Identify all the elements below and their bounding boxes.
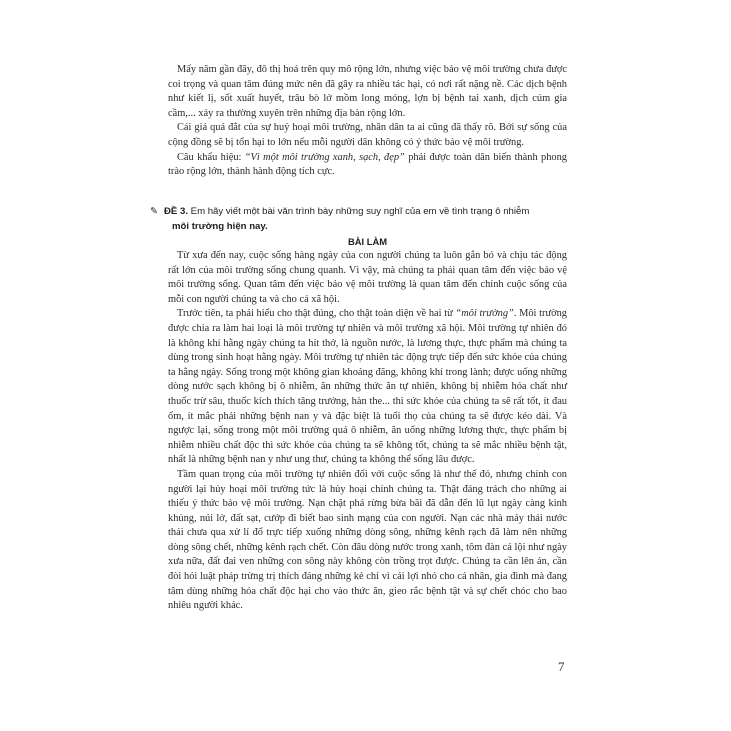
slogan-quote: “Vì một môi trường xanh, sạch, đẹp” — [244, 151, 405, 163]
intro-text-block — [168, 63, 567, 180]
essay-text-block — [168, 249, 567, 614]
slogan-lead: Câu khẩu hiệu: — [177, 151, 245, 163]
page-number: 7 — [558, 659, 565, 674]
definition-body: . Môi trường được chia ra làm hai loại là môi trường tự nhiên và môi trường xã hội. Môi trường tự nhiên đó là không khí hằng ngày chúng ta hít thở, là nguồn nước, là lương thực, thực phẩm mà chúng ta dùng trong sinh hoạt hằng ngày. Môi trường tự nhiên tác động trực tiếp đến sức khỏe của chúng ta hằng ngày. Sống trong một không gian khoáng đãng, không khí trong lành; được uống những dòng nước sạch không bị ô nhiễm, ăn những thức ăn tự nhiên, không bị nhiễm hóa chất như thuốc trừ sâu, thuốc kích thích tăng trưởng, hàn the... thì sức khỏe của chúng ta sẽ rất tốt, ít đau ốm, ít mắc phải những bệnh nan y và đặc biệt là tuổi thọ của chúng ta sẽ được kéo dài. Và ngược lại, sống trong một môi trường quá ô nhiễm, ăn uống những lương thực, thực phẩm bị nhiễm nhiều chất độc thì sức khỏe của chúng ta sẽ không tốt, chúng ta sẽ mắc nhiều bệnh tật, nhất là những bệnh nan y như ung thư, chúng ta không thể sống lâu được. — [168, 308, 567, 466]
essay-paragraph-intro: Từ xưa đến nay, cuộc sống hàng ngày của con người chúng ta luôn gắn bó và chịu tác động rất lớn của môi trường sống chung quanh. Vì vậy, mà chúng ta phải quan tâm đến việc bảo vệ môi trường sống. Quan tâm đến việc bảo vệ môi trường là quan tâm đến chính cuộc sống của mỗi con người chúng ta và cho cả xã hội. — [168, 250, 567, 305]
exercise-label: ĐỀ 3. — [164, 206, 188, 217]
essay-title: BÀI LÀM — [347, 236, 388, 247]
paragraph-urbanization: Mấy năm gần đây, đô thị hoá trên quy mô rộng lớn, nhưng việc bảo vệ môi trường chưa được coi trọng và quan tâm đúng mức nên đã gây ra nhiều tác hại, có nơi rất nặng nề. Các dịch bệnh như kiết lị, sốt xuất huyết, trâu bò lở mồm long móng, lợn bị bệnh tai xanh, dịch cúm gia cầm,... xảy ra thường xuyên trên những địa bàn rộng lớn. — [168, 64, 567, 119]
exercise-prompt-line1: Em hãy viết một bài văn trình bày những suy nghĩ của em về tình trạng ô nhiễm — [188, 206, 530, 217]
exercise-prompt-line2: môi trường hiện nay. — [172, 220, 268, 232]
exercise-heading — [150, 205, 570, 234]
slogan-tail: phải được toàn dân biến thành phong trào rộng lớn, thành hành động tích cực. — [168, 151, 567, 178]
pen-writing-icon: ✎ — [150, 206, 159, 217]
definition-lead: Trước tiên, ta phải hiểu cho thật đúng, cho thật toàn diện về hai từ — [177, 308, 456, 320]
essay-paragraph-destruction: Tầm quan trọng của môi trường tự nhiên đối với cuộc sống là như thế đó, nhưng chính con người lại hủy hoại môi trường tức là hủy hoại chính chúng ta. Thật đáng trách cho những ai thiếu ý thức bảo vệ môi trường. Nạn chặt phá rừng bừa bãi đã dẫn đến lũ lụt ngày càng kinh khủng, núi lở, đất sạt, cướp đi biết bao sinh mạng của con người. Nạn các nhà máy thải nước thải chưa qua xử lí đổ trực tiếp xuống những dòng sông, những kênh rạch đã làm nên những dòng sông chết, những kênh rạch chết. Còn đâu dòng nước trong xanh, tôm đàn cá lội như ngày xưa nữa, đất đai ven những con sông này không còn trồng trọt được. Chúng ta cần lên án, cần đòi hỏi luật pháp trừng trị thích đáng những kẻ chỉ vì cái lợi nhỏ cho cá nhân, gia đình mà đang tâm dùng những hóa chất độc hại cho vào thức ăn, gieo rắc bệnh tật và sự chết chóc cho bao nhiêu người khác. — [168, 468, 567, 612]
definition-quote: “môi trường” — [455, 308, 514, 320]
essay-paragraph-definition — [168, 307, 567, 468]
paragraph-slogan — [168, 151, 567, 180]
paragraph-cost: Cái giá quá đắt của sự huỷ hoại môi trường, nhân dân ta ai cũng đã thấy rõ. Bởi sự sống của cộng đồng sẽ bị tổn hại to lớn nếu mỗi người dân không có ý thức bảo vệ môi trường. — [168, 122, 567, 148]
